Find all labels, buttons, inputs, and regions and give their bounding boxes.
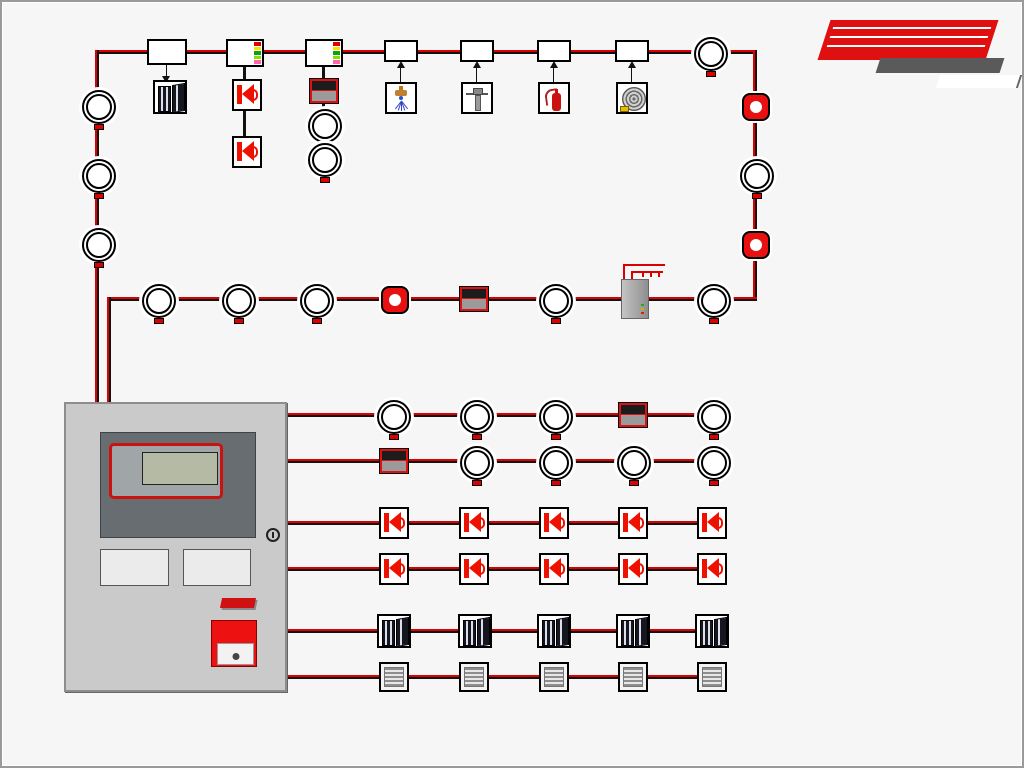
smoke-detector-s [539,446,573,480]
shutdown-relay-icon [379,662,409,692]
address-stripes [254,42,261,64]
smoke-detector-s [377,400,411,434]
module-circle-m [222,284,256,318]
heat-detector-h [617,446,651,480]
door-relay-icon [537,614,571,648]
heat-probe-icon [461,82,493,114]
sid4-line [631,67,632,82]
ampac-tagline [876,58,1005,73]
bell-sounder-icon [618,507,648,539]
sprinkler-icon [385,82,417,114]
bells-wire [287,521,712,525]
loop-wire-middle [107,297,757,301]
sid2-arrow-icon [473,61,481,68]
conventional-sounder-icon [232,79,262,111]
bell-sounder-icon [379,507,409,539]
break-glass-window [217,643,254,665]
shutdown-relay-icon [459,662,489,692]
ampac-sticker [220,598,256,608]
conventional-panel-icon [309,78,339,104]
zone1-wire [287,413,712,417]
bell-sounder-icon [459,553,489,585]
bell-sounder-icon [697,553,727,585]
hose-reel-icon [616,82,648,114]
sid3-arrow-icon [550,61,558,68]
loop-beacon-icon [742,231,770,259]
sid1-arrow-icon [397,61,405,68]
smoke-detector-s [142,284,176,318]
shutdown-relay-icon [697,662,727,692]
call-point-icon [379,448,409,474]
conventional-sounder-icon [232,136,262,168]
panel-door-window [183,549,251,586]
module-sid [460,40,494,62]
bell-sounder-icon [697,507,727,539]
pipe-tick [642,273,644,277]
call-point-icon [618,402,648,428]
aspirating-pipe [623,264,665,266]
key-lock-icon [266,528,280,542]
shutdown-relay-icon [539,662,569,692]
bell-sounder-icon [618,553,648,585]
interface-circle-i [300,284,334,318]
loop-wire-return [107,297,111,402]
address-stripes [333,42,340,64]
heat-detector-h [460,400,494,434]
ampac-logo [820,16,1018,90]
ampac-systems [936,75,1022,88]
bell-sounder-icon [459,507,489,539]
interface-circle-i [460,446,494,480]
door-right-leaf [172,83,185,113]
module-circle-m [539,284,573,318]
sid4-arrow-icon [628,61,636,68]
speed-lines [825,27,991,53]
door-release-icon [153,80,187,114]
smoke-detector-s [740,159,774,193]
loop-beacon-icon [742,93,770,121]
module-siod [147,39,187,65]
pipe-tick [658,273,660,277]
wagner-aspirating-unit [621,279,649,319]
shutdown-relay-icon [618,662,648,692]
module-sid [537,40,571,62]
door-relay-icon [458,614,492,648]
co2-extinguisher-icon [538,82,570,114]
bell-sounder-icon [379,553,409,585]
sid1-line [400,67,401,82]
sid2-line [476,67,477,82]
panel-fascia [100,432,256,538]
loop-wire-top [95,50,757,54]
smoke-detector-s [82,90,116,124]
mimic-panel-icon [459,286,489,312]
smoke-detector-s [539,400,573,434]
door-relay-icon [616,614,650,648]
aspirating-pipe [623,264,625,280]
sounders-wire [287,567,712,571]
heat-detector-h [697,284,731,318]
lcd-screen [142,452,218,485]
door-relay-icon [377,614,411,648]
bell-sounder-icon [539,507,569,539]
glass-button [232,653,239,660]
sid3-line [553,67,554,82]
smoke-detector-s [697,446,731,480]
pipe-tick [650,273,652,277]
fire-alarm-call-point [211,620,257,667]
smoke-detector-s [697,400,731,434]
shutdowns-wire [287,675,712,679]
smoke-detector-s [308,143,342,177]
smoke-detector-s [82,228,116,262]
bell-sounder-icon [539,553,569,585]
panel-door-window [100,549,169,586]
door-relay-icon [695,614,729,648]
door-left-leaf [158,86,171,112]
loop-sounder-beacon-icon [381,286,409,314]
module-sid [384,40,418,62]
smoke-detector-s [308,109,342,143]
module-sid [615,40,649,62]
module-xp95-zmu [305,39,343,67]
smoke-detector-s [82,159,116,193]
module-circle-m [694,37,728,71]
firefinder-control-panel [64,402,287,692]
module-xp95-ssc [226,39,264,67]
display-bezel [109,443,223,499]
ampac-logo-red [818,20,999,60]
